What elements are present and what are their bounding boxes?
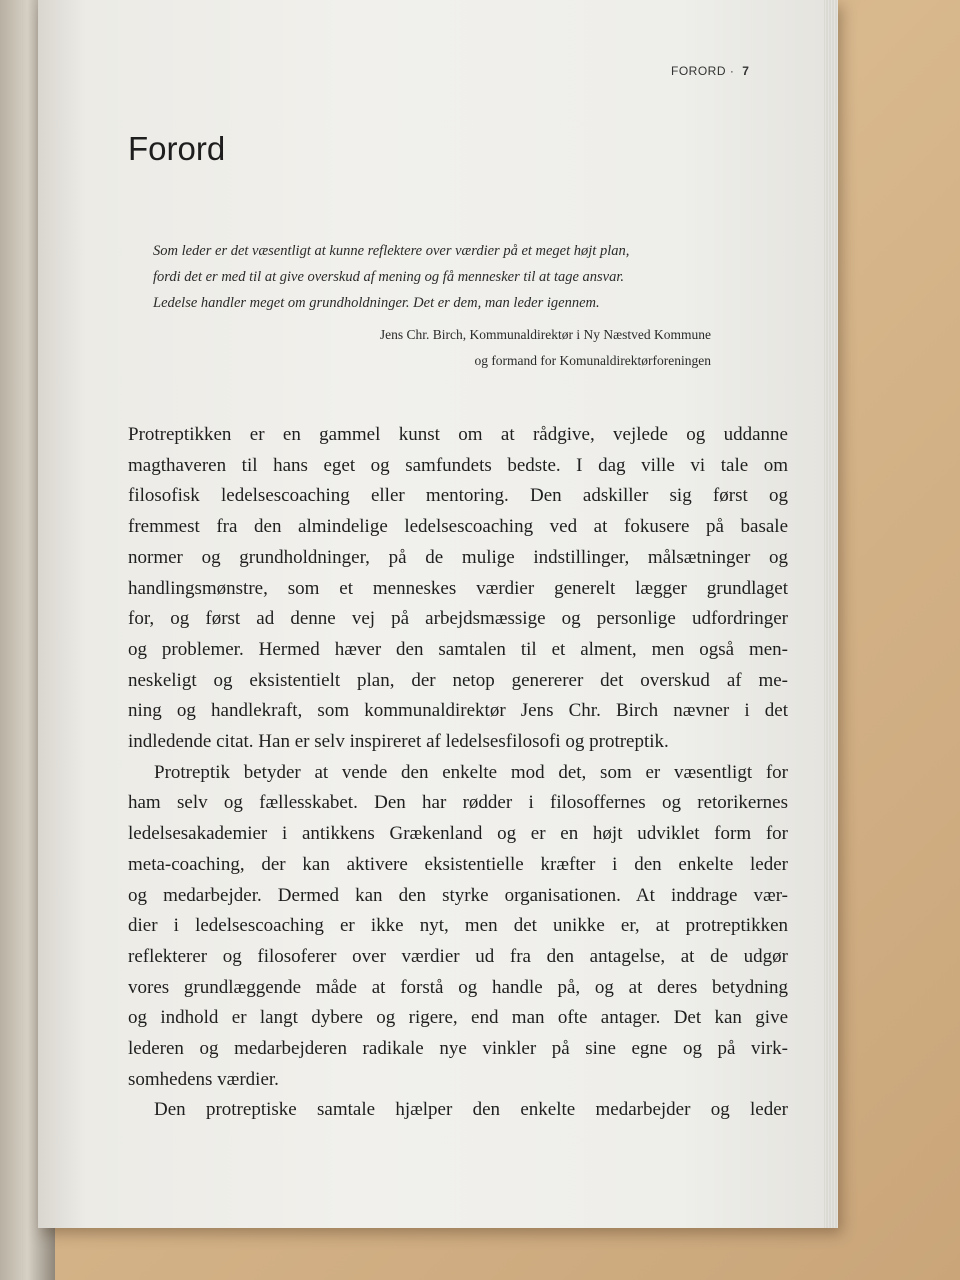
body-line: fremmest fra den almindelige ledelsescoaching ved at fokusere på basale: [128, 516, 788, 538]
body-line: for, og først ad denne vej på arbejdsmæssige og personlige udfordringer: [128, 608, 788, 630]
epigraph-line: fordi det er med til at give overskud af mening og få mennesker til at tage ansvar.: [153, 269, 625, 285]
body-line: lederen og medarbejderen radikale nye vinkler på sine egne og på virk-: [128, 1038, 788, 1060]
body-line: Protreptik betyder at vende den enkelte mod det, som er væsentligt for: [154, 761, 788, 783]
attribution-line: Jens Chr. Birch, Kommunaldirektør i Ny Næstved Kommune: [379, 327, 711, 342]
chapter-title: Forord: [128, 130, 226, 167]
attribution-line: og formand for Komunaldirektørforeningen: [474, 353, 711, 368]
body-line: Protreptikken er en gammel kunst om at rådgive, vejlede og uddanne: [128, 424, 788, 445]
body-line: reflekterer og filosoferer over værdier ud fra den antagelse, at de udgør: [128, 945, 788, 967]
running-head-section: FORORD: [671, 64, 726, 78]
body-line: neskeligt og eksistentielt plan, der netop genererer det overskud af me-: [128, 669, 788, 691]
body-line: somhedens værdier.: [128, 1068, 279, 1090]
running-head-separator: ·: [729, 64, 735, 78]
body-line: Den protreptiske samtale hjælper den enkelte medarbejder og leder: [154, 1099, 788, 1121]
body-text: [128, 420, 788, 1126]
book-page: [38, 0, 838, 1228]
body-line: og medarbejder. Dermed kan den styrke organisationen. At inddrage vær-: [128, 884, 788, 906]
body-line: ning og handlekraft, som kommunaldirektør Jens Chr. Birch nævner i det: [128, 700, 788, 722]
epigraph-attribution: [380, 322, 711, 374]
body-line: dier i ledelsescoaching er ikke nyt, men det unikke er, at protreptikken: [128, 915, 788, 937]
body-line: og problemer. Hermed hæver den samtalen til et alment, men også men-: [128, 638, 788, 660]
epigraph-line: Ledelse handler meget om grundholdninger. Det er dem, man leder igennem.: [153, 295, 600, 311]
body-line: ledelsesakademier i antikkens Grækenland og er en højt udviklet form for: [128, 823, 788, 845]
body-line: handlingsmønstre, som et menneskes værdier generelt lægger grundlaget: [128, 577, 788, 599]
body-line: ham selv og fællesskabet. Den har rødder i filosoffernes og retorikernes: [128, 792, 788, 814]
running-head: [671, 64, 749, 78]
page-number: 7: [742, 64, 750, 78]
body-line: normer og grundholdninger, på de mulige indstillinger, målsætninger og: [128, 546, 788, 568]
body-line: filosofisk ledelsescoaching eller mentoring. Den adskiller sig først og: [128, 485, 788, 507]
epigraph-line: Som leder er det væsentligt at kunne reflektere over værdier på et meget højt plan,: [153, 243, 630, 259]
body-line: indledende citat. Han er selv inspireret af ledelsesfilosofi og protreptik.: [128, 731, 669, 753]
body-line: meta-coaching, der kan aktivere eksistentielle kræfter i den enkelte leder: [128, 853, 788, 875]
epigraph-quote: [153, 238, 723, 316]
body-line: magthaveren til hans eget og samfundets bedste. I dag ville vi tale om: [128, 454, 788, 476]
body-line: og indhold er langt dybere og rigere, end man ofte antager. Det kan give: [128, 1007, 788, 1029]
page-stack-edge: [824, 0, 838, 1228]
body-line: vores grundlæggende måde at forstå og handle på, og at deres betydning: [128, 976, 788, 998]
